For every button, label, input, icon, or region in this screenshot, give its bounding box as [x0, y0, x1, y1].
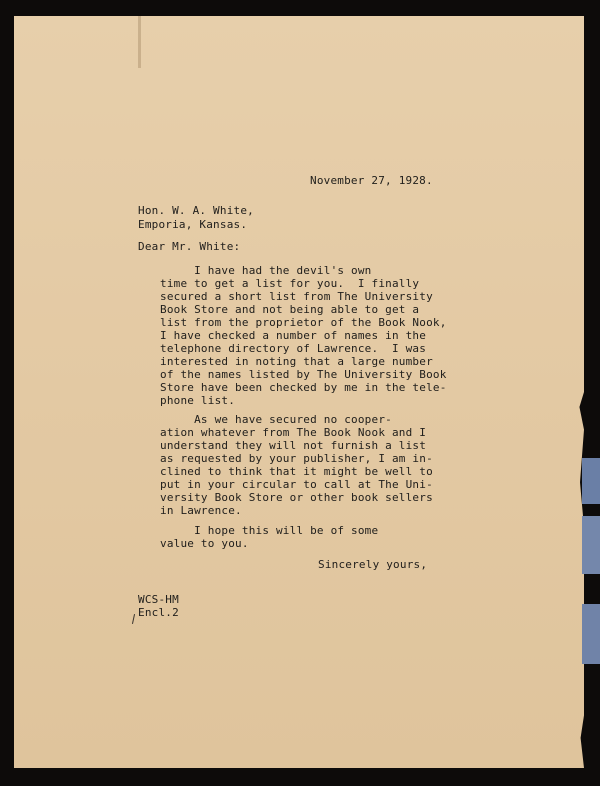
- enclosure-note: Encl.2: [138, 606, 179, 619]
- paragraph-line: versity Book Store or other book sellers: [160, 491, 433, 504]
- blue-tab: [582, 516, 600, 574]
- paragraph-line: list from the proprietor of the Book Nook,: [160, 316, 447, 329]
- letter-date: November 27, 1928.: [310, 174, 433, 187]
- paragraph-line: phone list.: [160, 394, 236, 407]
- paragraph-line: I have checked a number of names in the: [160, 329, 427, 342]
- blue-tab: [582, 458, 600, 504]
- paragraph-line: Book Store and not being able to get a: [160, 303, 420, 316]
- recipient-city: Emporia, Kansas.: [138, 218, 248, 231]
- paragraph-line: ation whatever from The Book Nook and I: [160, 426, 427, 439]
- blue-tab: [582, 604, 600, 664]
- reference-initials: WCS-HM: [138, 593, 179, 606]
- paragraph-line: in Lawrence.: [160, 504, 242, 517]
- salutation: Dear Mr. White:: [138, 240, 241, 253]
- recipient-name: Hon. W. A. White,: [138, 204, 254, 217]
- paragraph-line: interested in noting that a large number: [160, 355, 433, 368]
- paragraph-line: secured a short list from The University: [160, 290, 433, 303]
- paragraph-line: I hope this will be of some: [160, 524, 379, 537]
- paragraph-line: as requested by your publisher, I am in-: [160, 452, 433, 465]
- paragraph-line: understand they will not furnish a list: [160, 439, 427, 452]
- paragraph-line: I have had the devil's own: [160, 264, 372, 277]
- paragraph-line: time to get a list for you. I finally: [160, 277, 420, 290]
- paragraph-line: clined to think that it might be well to: [160, 465, 433, 478]
- paragraph-line: put in your circular to call at The Uni-: [160, 478, 433, 491]
- paragraph-line: value to you.: [160, 537, 249, 550]
- paragraph-line: As we have secured no cooper-: [160, 413, 392, 426]
- paragraph-line: Store have been checked by me in the tele-: [160, 381, 447, 394]
- paragraph-line: of the names listed by The University Book: [160, 368, 447, 381]
- closing: Sincerely yours,: [318, 558, 428, 571]
- fold-crease: [138, 16, 141, 68]
- paragraph-line: telephone directory of Lawrence. I was: [160, 342, 427, 355]
